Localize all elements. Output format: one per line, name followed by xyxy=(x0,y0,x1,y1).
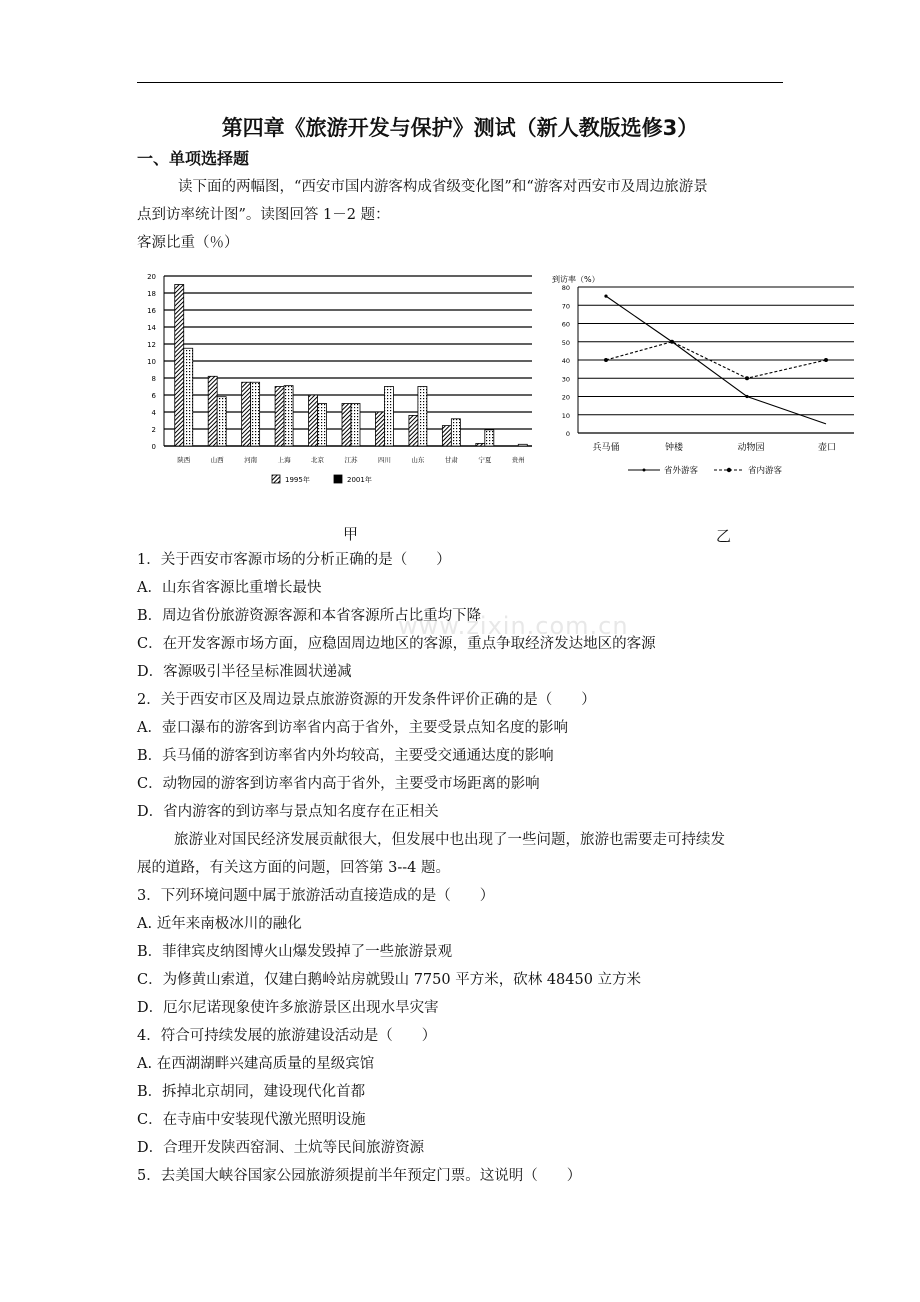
legend-label: 省内游客 xyxy=(748,466,783,476)
legend-swatch xyxy=(334,475,342,483)
bar-2001 xyxy=(217,397,226,446)
legend-label: 2001年 xyxy=(347,476,372,484)
y-tick-label: 16 xyxy=(147,307,156,315)
bar-chart xyxy=(140,268,540,498)
bar-2001 xyxy=(351,404,360,447)
data-point xyxy=(824,358,828,362)
question-stem: 3．下列环境问题中属于旅游活动直接造成的是（ ） xyxy=(137,888,495,904)
x-tick-label: 陕西 xyxy=(177,456,191,464)
answer-option: A．山东省客源比重增长最快 xyxy=(137,580,322,596)
bar-2001 xyxy=(251,382,260,446)
bar-2001 xyxy=(318,404,327,447)
chart-caption-left: 甲 xyxy=(343,525,359,543)
legend-swatch xyxy=(272,475,280,483)
answer-option: B．周边省份旅游资源客源和本省客源所占比重均下降 xyxy=(137,608,482,624)
reading-passage: 展的道路，有关这方面的问题，回答第 3--4 题。 xyxy=(137,860,450,876)
x-tick-label: 北京 xyxy=(311,456,325,464)
y-tick-label: 6 xyxy=(151,392,156,400)
data-point xyxy=(670,340,674,344)
y-tick-label: 12 xyxy=(147,341,156,349)
y-tick-label: 40 xyxy=(561,357,570,365)
section-heading: 一、单项选择题 xyxy=(137,149,250,168)
reading-passage: 旅游业对国民经济发展贡献很大，但发展中也出现了一些问题，旅游也需要走可持续发 xyxy=(174,832,725,848)
question-stem: 4．符合可持续发展的旅游建设活动是（ ） xyxy=(137,1028,437,1044)
legend-marker xyxy=(727,468,731,472)
y-tick-label: 30 xyxy=(561,375,570,384)
x-tick-label: 江苏 xyxy=(344,456,358,464)
answer-option: D．厄尔尼诺现象使许多旅游景区出现水旱灾害 xyxy=(137,1000,439,1016)
y-axis-title: 到访率（%） xyxy=(552,275,600,284)
x-tick-label: 上海 xyxy=(277,456,291,464)
answer-option: B．拆掉北京胡同，建设现代化首都 xyxy=(137,1084,366,1100)
bar-1995 xyxy=(476,443,485,446)
bar-2001 xyxy=(384,387,393,447)
y-tick-label: 10 xyxy=(147,358,156,366)
x-tick-label: 钟楼 xyxy=(664,443,684,453)
y-tick-label: 50 xyxy=(561,338,570,347)
bar-2001 xyxy=(485,430,494,446)
y-tick-label: 2 xyxy=(151,426,156,434)
x-tick-label: 贵州 xyxy=(511,456,525,464)
legend-label: 省外游客 xyxy=(664,466,699,476)
question-stem: 1．关于西安市客源市场的分析正确的是（ ） xyxy=(137,552,451,568)
y-tick-label: 20 xyxy=(147,273,156,281)
answer-option: C．为修黄山索道，仅建白鹅岭站房就毁山 7750 平方米，砍林 48450 立方米 xyxy=(137,972,642,988)
y-tick-label: 14 xyxy=(147,324,156,332)
bar-1995 xyxy=(375,412,384,446)
chart-caption-right: 乙 xyxy=(716,527,732,545)
bar-1995 xyxy=(208,376,217,446)
bar-1995 xyxy=(442,426,451,446)
intro-line-1: 读下面的两幅图，“西安市国内游客构成省级变化图”和“游客对西安市及周边旅游景 xyxy=(178,179,708,195)
watermark-text: www.zixin.com.cn xyxy=(398,612,629,640)
y-tick-label: 70 xyxy=(561,302,570,311)
data-point xyxy=(604,358,608,362)
line-chart xyxy=(548,268,858,488)
x-tick-label: 河南 xyxy=(244,456,258,464)
answer-option: D．合理开发陕西窑洞、土炕等民间旅游资源 xyxy=(137,1140,425,1156)
y-tick-label: 4 xyxy=(151,409,156,417)
x-tick-label: 四川 xyxy=(377,456,391,464)
bar-1995 xyxy=(342,404,351,447)
answer-option: C．动物园的游客到访率省内高于省外，主要受市场距离的影响 xyxy=(137,776,540,792)
answer-option: D．客源吸引半径呈标准圆状递减 xyxy=(137,664,352,680)
x-tick-label: 壶口 xyxy=(817,443,837,453)
y-tick-label: 20 xyxy=(561,393,570,402)
answer-option: C．在开发客源市场方面，应稳固周边地区的客源，重点争取经济发达地区的客源 xyxy=(137,636,656,652)
legend-label: 1995年 xyxy=(285,476,310,484)
data-point xyxy=(745,376,749,380)
question-stem: 5．去美国大峡谷国家公园旅游须提前半年预定门票。这说明（ ） xyxy=(137,1168,582,1184)
intro-line-2: 点到访率统计图”。读图回答 1－2 题： xyxy=(137,207,390,223)
answer-option: C．在寺庙中安装现代激光照明设施 xyxy=(137,1112,366,1128)
answer-option: B．兵马俑的游客到访率省内外均较高，主要受交通通达度的影响 xyxy=(137,748,554,764)
y-tick-label: 8 xyxy=(151,375,156,383)
bar-1995 xyxy=(275,387,284,447)
answer-option: B．菲律宾皮纳图博火山爆发毁掉了一些旅游景观 xyxy=(137,944,453,960)
bar-2001 xyxy=(518,444,527,446)
header-rule xyxy=(137,82,783,83)
x-tick-label: 动物园 xyxy=(737,443,765,453)
bar-2001 xyxy=(284,386,293,446)
question-stem: 2．关于西安市区及周边景点旅游资源的开发条件评价正确的是（ ） xyxy=(137,692,596,708)
answer-option: D．省内游客的到访率与景点知名度存在正相关 xyxy=(137,804,439,820)
y-tick-label: 18 xyxy=(147,290,156,298)
y-tick-label: 60 xyxy=(561,320,570,329)
answer-option: A. 近年来南极冰川的融化 xyxy=(137,916,302,932)
chart-unit-label: 客源比重（％） xyxy=(137,235,239,251)
data-point xyxy=(604,295,607,298)
data-point xyxy=(745,395,748,398)
y-tick-label: 0 xyxy=(151,443,156,451)
answer-option: A．壶口瀑布的游客到访率省内高于省外，主要受景点知名度的影响 xyxy=(137,720,568,736)
x-tick-label: 宁夏 xyxy=(478,456,492,464)
x-tick-label: 兵马俑 xyxy=(592,443,620,453)
bar-1995 xyxy=(409,415,418,446)
answer-option: A. 在西湖湖畔兴建高质量的星级宾馆 xyxy=(137,1056,375,1072)
page-title: 第四章《旅游开发与保护》测试（新人教版选修3） xyxy=(221,116,699,140)
bar-2001 xyxy=(418,387,427,447)
bar-2001 xyxy=(184,348,193,446)
x-tick-label: 山东 xyxy=(411,456,425,464)
y-tick-label: 0 xyxy=(565,430,570,438)
bar-1995 xyxy=(175,285,184,447)
bar-2001 xyxy=(451,419,460,446)
x-tick-label: 甘肃 xyxy=(444,456,458,464)
x-tick-label: 山西 xyxy=(210,456,224,464)
bar-1995 xyxy=(242,382,251,446)
y-tick-label: 10 xyxy=(561,411,570,420)
y-tick-label: 80 xyxy=(561,284,570,292)
legend-marker xyxy=(643,469,646,472)
bar-1995 xyxy=(309,395,318,446)
